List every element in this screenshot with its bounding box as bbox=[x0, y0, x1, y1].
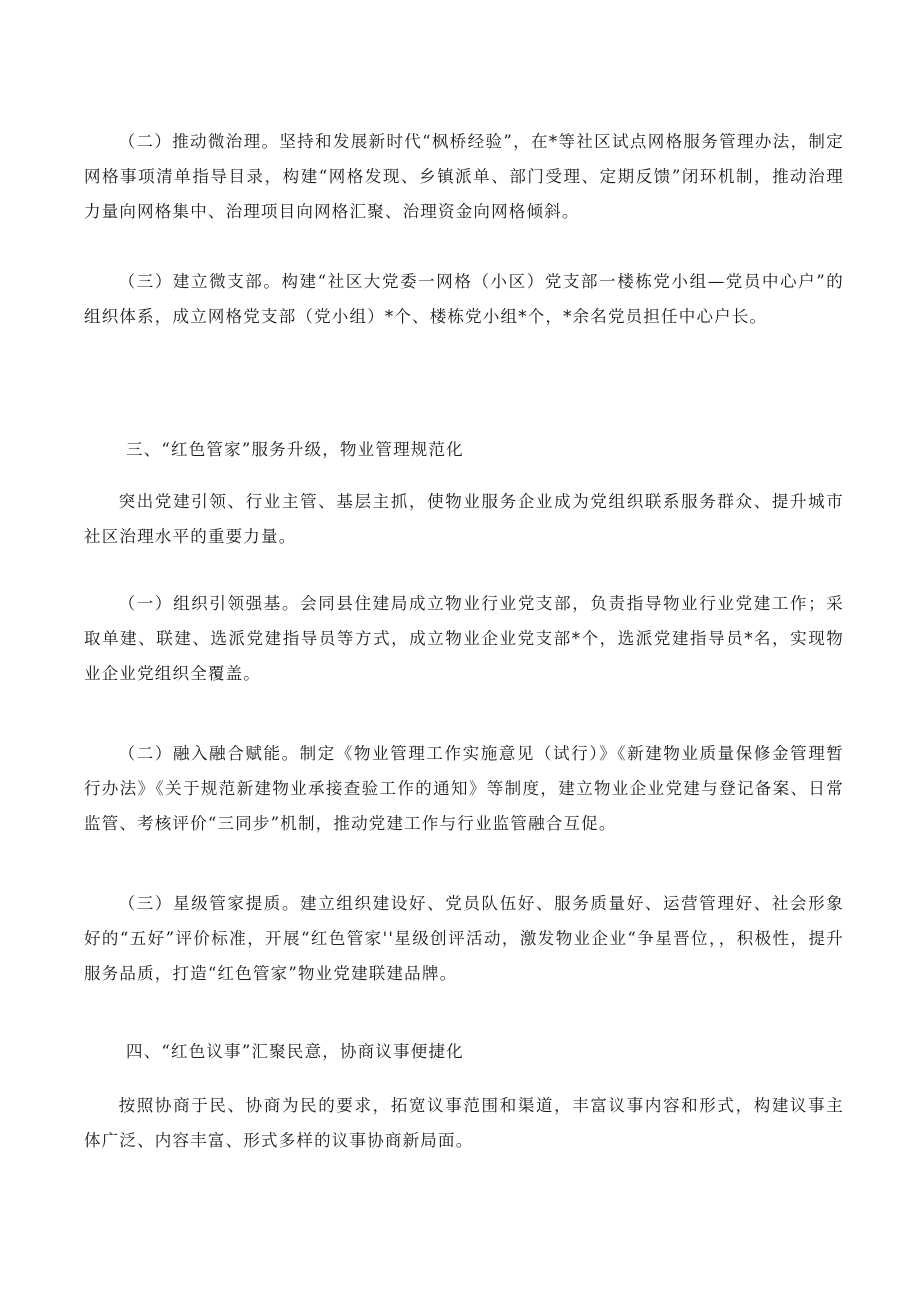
section-heading-red-deliberation: 四、“红色议事”汇聚民意，协商议事便捷化 bbox=[126, 1042, 464, 1061]
paragraph-star-steward: （三）星级管家提质。建立组织建设好、党员队伍好、服务质量好、运营管理好、社会形象好的“五好”评价标准，开展“红色管家''星级创评活动，激发物业企业“争星晋位，，积极性，提升服务品质，打造“红色管家”物业党建联建品牌。 bbox=[84, 894, 844, 983]
paragraph-deliberation-intro: 按照协商于民、协商为民的要求，拓宽议事范围和渠道，丰富议事内容和形式，构建议事主体广泛、内容丰富、形式多样的议事协商新局面。 bbox=[84, 1096, 844, 1150]
paragraph-red-steward-intro: 突出党建引领、行业主管、基层主抓，使物业服务企业成为党组织联系服务群众、提升城市社区治理水平的重要力量。 bbox=[84, 492, 844, 546]
paragraph-build-micro-branch: （三）建立微支部。构建“社区大党委一网格（小区）党支部一楼栋党小组—党员中心户”的组织体系，成立网格党支部（党小组）*个、楼栋党小组*个，*余名党员担任中心户长。 bbox=[84, 272, 844, 326]
paragraph-push-micro-governance: （二）推动微治理。坚持和发展新时代“枫桥经验”，在*等社区试点网格服务管理办法，制定网格事项清单指导目录，构建“网格发现、乡镇派单、部门受理、定期反馈”闭环机制，推动治理力量向网格集中、治理项目向网格汇聚、治理资金向网格倾斜。 bbox=[84, 132, 844, 221]
paragraph-integration-empowerment: （二）融入融合赋能。制定《物业管理工作实施意见（试行）》《新建物业质量保修金管理暂行办法》《关于规范新建物业承接查验工作的通知》等制度，建立物业企业党建与登记备案、日常监管、考核评价“三同步”机制，推动党建工作与行业监管融合互促。 bbox=[84, 744, 844, 833]
paragraph-organization-leadership: （一）组织引领强基。会同县住建局成立物业行业党支部，负责指导物业行业党建工作；采取单建、联建、选派党建指导员等方式，成立物业企业党支部*个，选派党建指导员*名，实现物业企业党组织全覆盖。 bbox=[84, 594, 844, 683]
section-heading-red-steward: 三、“红色管家”服务升级，物业管理规范化 bbox=[126, 440, 464, 459]
